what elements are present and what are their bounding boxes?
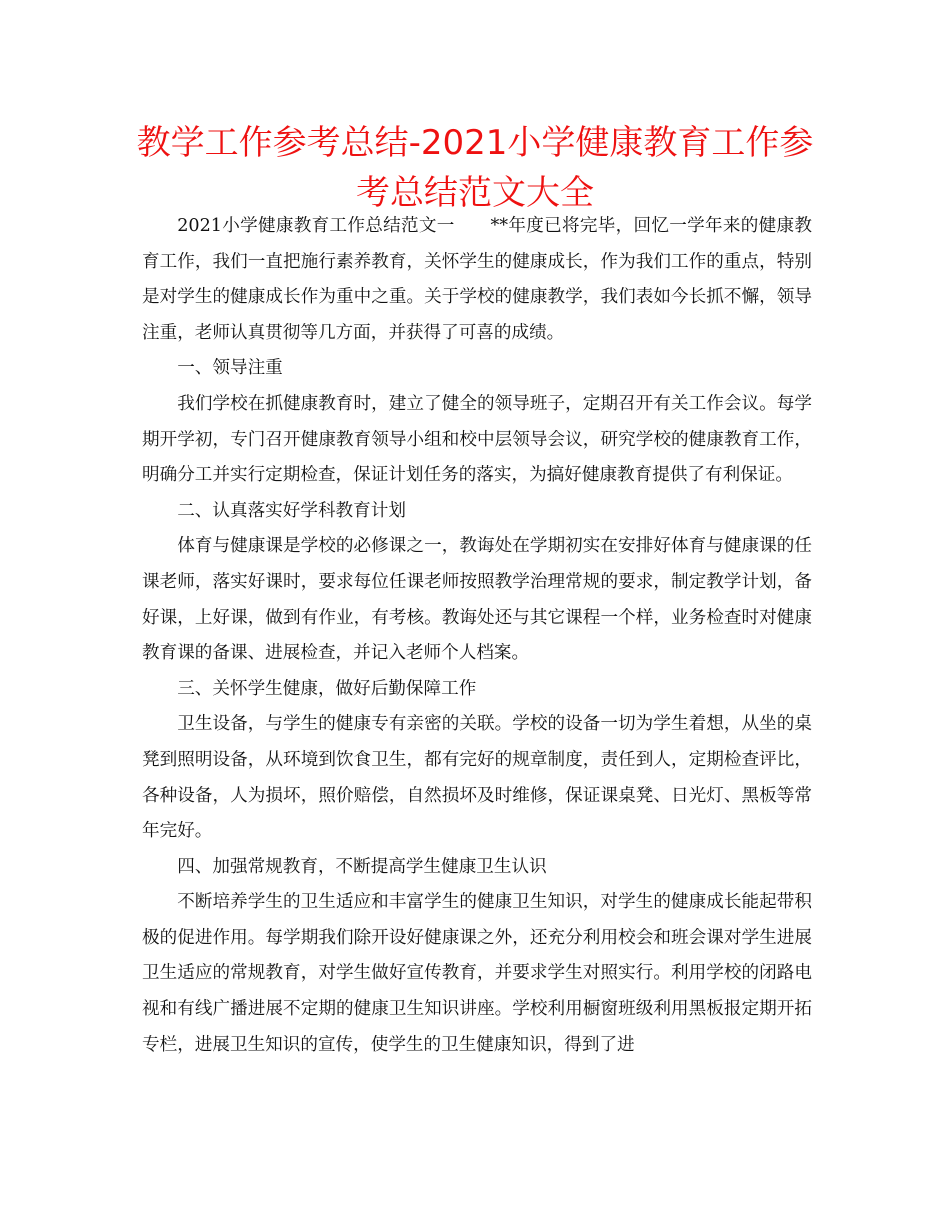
document-title: 教学工作参考总结-2021小学健康教育工作参考总结范文大全 bbox=[136, 123, 814, 213]
section-heading-1: 一、领导注重 bbox=[177, 358, 283, 379]
section-1-paragraph: 我们学校在抓健康教育时，建立了健全的领导班子，定期召开有关工作会议。每学期开学初，专门召开健康教育领导小组和校中层领导会议，研究学校的健康教育工作，明确分工并实行定期检查，保证计划任务的落实，为搞好健康教育提供了有利保证。 bbox=[142, 393, 812, 486]
section-heading-2: 二、认真落实好学科教育计划 bbox=[177, 500, 406, 521]
section-4-paragraph: 不断培养学生的卫生适应和丰富学生的健康卫生知识，对学生的健康成长能起带积极的促进作用。每学期我们除开设好健康课之外，还充分利用校会和班会课对学生进展卫生适应的常规教育，对学生做好宣传教育，并要求学生对照实行。利用学校的闭路电视和有线广播进展不定期的健康卫生知识讲座。学校利用橱窗班级利用黑板报定期开拓专栏，进展卫生知识的宣传，使学生的卫生健康知识，得到了进 bbox=[142, 892, 812, 1055]
intro-paragraph: 2021小学健康教育工作总结范文一 **年度已将完毕，回忆一学年来的健康教育工作，我们一直把施行素养教育，关怀学生的健康成长，作为我们工作的重点，特别是对学生的健康成长作为重中之重。关于学校的健康教学，我们表如今长抓不懈，领导注重，老师认真贯彻等几方面，并获得了可喜的成绩。 bbox=[142, 216, 812, 343]
section-heading-3: 三、关怀学生健康，做好后勤保障工作 bbox=[177, 678, 477, 699]
document-body bbox=[142, 209, 812, 1063]
section-heading-4: 四、加强常规教育，不断提高学生健康卫生认识 bbox=[177, 856, 547, 877]
section-3-paragraph: 卫生设备，与学生的健康专有亲密的关联。学校的设备一切为学生着想，从坐的桌凳到照明设备，从环境到饮食卫生，都有完好的规章制度，责任到人，定期检查评比，各种设备，人为损坏，照价赔偿，自然损坏及时维修，保证课桌凳、日光灯、黑板等常年完好。 bbox=[142, 714, 812, 842]
section-2-paragraph: 体育与健康课是学校的必修课之一，教诲处在学期初实在安排好体育与健康课的任课老师，落实好课时，要求每位任课老师按照教学治理常规的要求，制定教学计划，备好课，上好课，做到有作业，有考核。教诲处还与其它课程一个样，业务检查时对健康教育课的备课、进展检查，并记入老师个人档案。 bbox=[142, 536, 812, 664]
